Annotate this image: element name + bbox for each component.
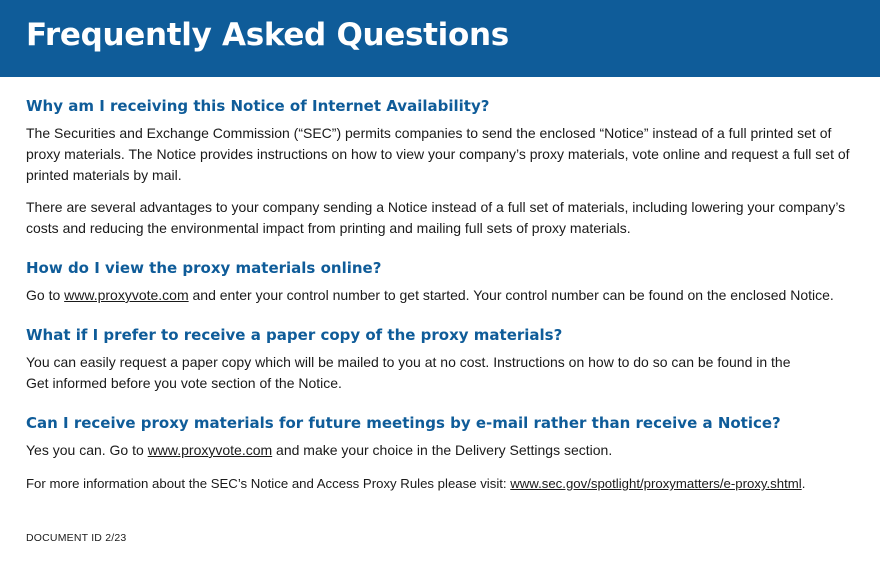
more-info-text: For more information about the SEC’s Notice and Access Proxy Rules please visit:	[26, 476, 511, 491]
faq-answer-view-online	[26, 285, 856, 306]
faq-answer-email	[26, 440, 856, 461]
faq-answer-notice-paragraph-1: The Securities and Exchange Commission (“SEC”) permits companies to send the enclosed “Notice” instead of a full printed set of proxy materials. The Notice provides instructions on how to view your company’s proxy materials, vote online and request a full set of printed materials by mail.	[26, 125, 850, 183]
proxyvote-link[interactable]: www.proxyvote.com	[64, 287, 189, 303]
faq-content	[26, 96, 856, 494]
page-title: Frequently Asked Questions	[26, 17, 509, 53]
faq-question-email: Can I receive proxy materials for future meetings by e-mail rather than receive a Notice?	[26, 414, 781, 432]
faq-question-paper-copy: What if I prefer to receive a paper copy of the proxy materials?	[26, 326, 563, 344]
answer-text: and make your choice in the Delivery Settings section.	[272, 442, 613, 458]
answer-text: Go to	[26, 287, 65, 303]
faq-item-view-online	[26, 258, 856, 306]
sec-eproxy-link[interactable]: www.sec.gov/spotlight/proxymatters/e-proxy.shtml	[510, 476, 802, 491]
faq-item-paper-copy	[26, 325, 856, 394]
answer-line-2: Get informed before you vote section of the Notice.	[26, 375, 342, 391]
document-id: DOCUMENT ID 2/23	[26, 532, 127, 544]
page-header	[0, 0, 880, 77]
faq-question-view-online: How do I view the proxy materials online?	[26, 259, 382, 277]
faq-item-notice	[26, 96, 856, 239]
more-info-text: .	[801, 476, 806, 491]
answer-text: and enter your control number to get started. Your control number can be found on the enclosed Notice.	[188, 287, 834, 303]
faq-answer-notice-paragraph-2: There are several advantages to your company sending a Notice instead of a full set of materials, including lowering your company’s costs and reducing the environmental impact from printing and mailing full sets of proxy materials.	[26, 199, 846, 236]
answer-line-1: You can easily request a paper copy which will be mailed to you at no cost. Instructions on how to do so can be found in the	[26, 354, 791, 370]
more-info-note	[26, 473, 856, 494]
faq-answer-paper-copy	[26, 352, 856, 394]
answer-text: Yes you can. Go to	[26, 442, 148, 458]
faq-question-notice: Why am I receiving this Notice of Internet Availability?	[26, 97, 490, 115]
proxyvote-link[interactable]: www.proxyvote.com	[147, 442, 273, 458]
faq-item-email	[26, 413, 856, 494]
